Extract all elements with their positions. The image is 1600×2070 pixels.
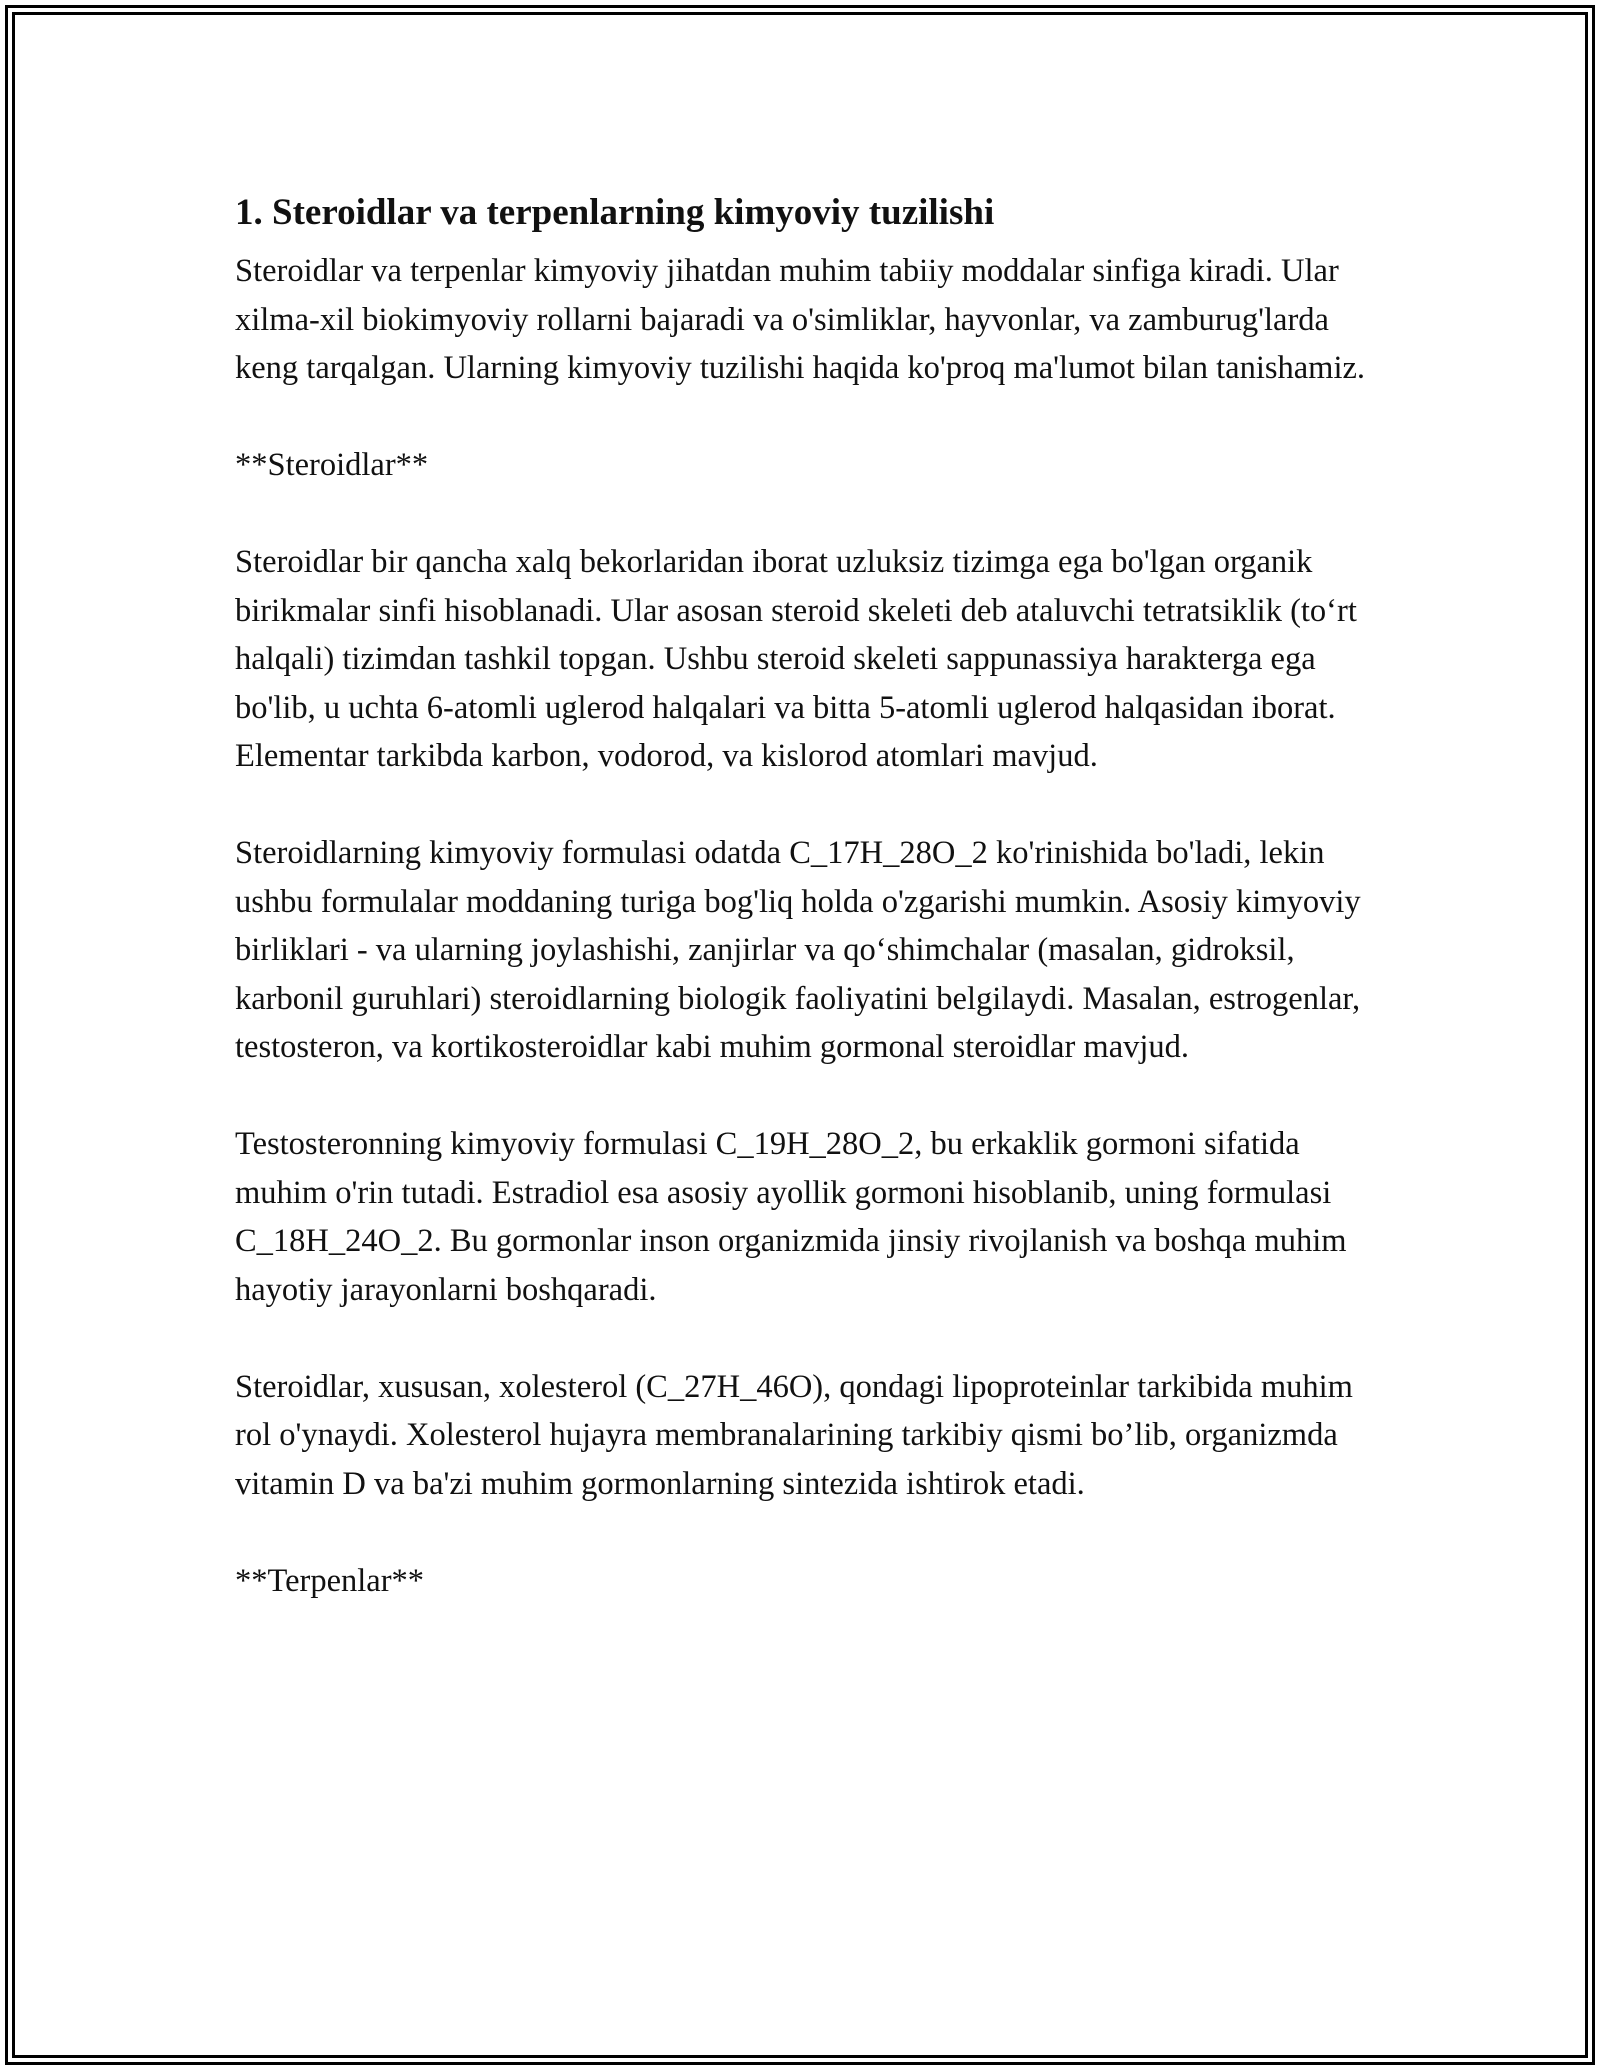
section-heading: 1. Steroidlar va terpenlarning kimyoviy tuzilishi xyxy=(235,192,995,233)
paragraph-steroid-formula: Steroidlarning kimyoviy formulasi odatda C_17H_28O_2 ko'rinishida bo'ladi, lekin ushbu formulalar moddaning turiga bog'liq holda o'zgarishi mumkin. Asosiy kimyoviy birliklari - va ularning joylashishi, zanjirlar va qo‘shimchalar (masalan, gidroksil, karbonil guruhlari) steroidlarning biologik faoliyatini belgilaydi. Masalan, estrogenlar, testosteron, va kortikosteroidlar kabi muhim gormonal steroidlar mavjud. xyxy=(235,835,1361,1065)
paragraph-steroid-skeleton: Steroidlar bir qancha xalq bekorlaridan iborat uzluksiz tizimga ega bo'lgan organik birikmalar sinfi hisoblanadi. Ular asosan steroid skeleti deb ataluvchi tetratsiklik (to‘rt halqali) tizimdan tashkil topgan. Ushbu steroid skeleti sappunassiya harakterga ega bo'lib, u uchta 6-atomli uglerod halqalari va bitta 5-atomli uglerod halqasidan iborat. Elementar tarkibda karbon, vodorod, va kislorod atomlari mavjud. xyxy=(235,544,1357,774)
paragraph-terpenlar-label: **Terpenlar** xyxy=(235,1562,425,1599)
paragraph-testosterone: Testosteronning kimyoviy formulasi C_19H_28O_2, bu erkaklik gormoni sifatida muhim o'rin tutadi. Estradiol esa asosiy ayollik gormoni hisoblanib, uning formulasi C_18H_24O_2. Bu gormonlar inson organizmida jinsiy rivojlanish va boshqa muhim hayotiy jarayonlarni boshqaradi. xyxy=(235,1126,1347,1308)
document-body xyxy=(235,185,1380,1605)
paragraph-intro: Steroidlar va terpenlar kimyoviy jihatdan muhim tabiiy moddalar sinfiga kiradi. Ular xilma-xil biokimyoviy rollarni bajaradi va o'simliklar, hayvonlar, va zamburug'larda keng tarqalgan. Ularning kimyoviy tuzilishi haqida ko'proq ma'lumot bilan tanishamiz. xyxy=(235,253,1366,386)
paragraph-steroidlar-label: **Steroidlar** xyxy=(235,447,429,483)
paragraph-cholesterol: Steroidlar, xususan, xolesterol (C_27H_46O), qondagi lipoproteinlar tarkibida muhim rol o'ynaydi. Xolesterol hujayra membranalarining tarkibiy qismi bo’lib, organizmda vitamin D va ba'zi muhim gormonlarning sintezida ishtirok etadi. xyxy=(235,1368,1353,1502)
